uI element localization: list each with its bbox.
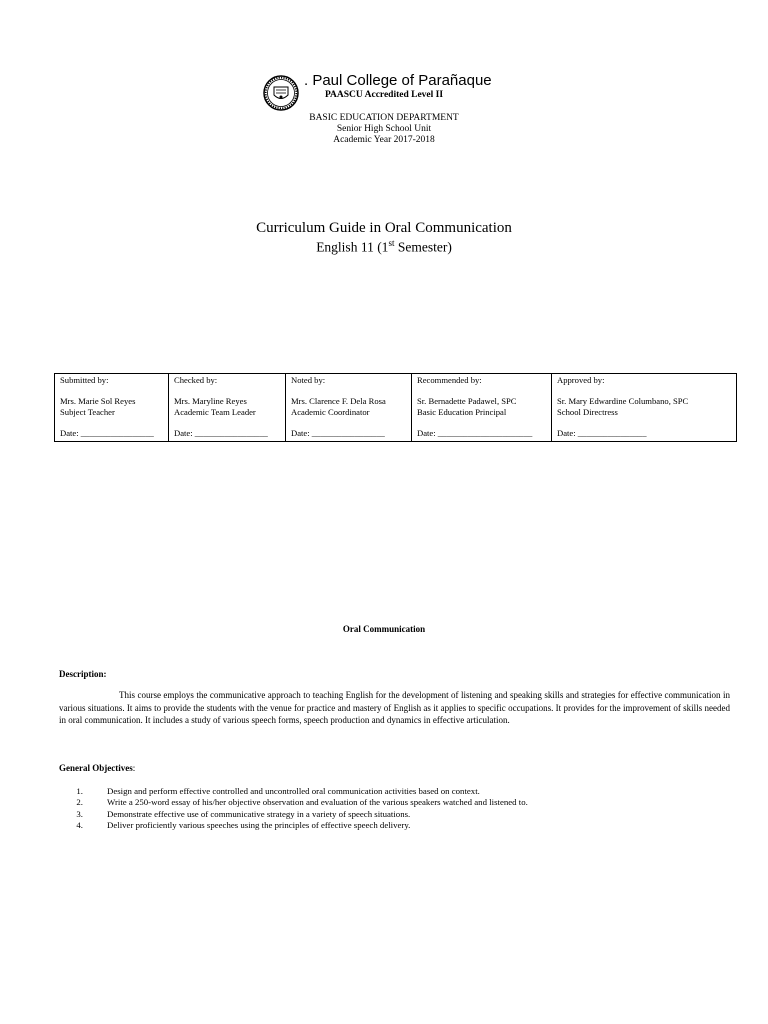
signatory-cell — [412, 374, 552, 442]
signatory-row — [55, 374, 737, 442]
objectives-label-text: General Objectives — [59, 763, 133, 773]
signatory-name: Mrs. Maryline Reyes — [174, 396, 247, 406]
objective-number: 2. — [76, 797, 83, 808]
signatory-name: Mrs. Clarence F. Dela Rosa — [291, 396, 386, 406]
department: BASIC EDUCATION DEPARTMENT — [309, 113, 459, 123]
objectives-label-colon: : — [132, 763, 136, 773]
signatory-name: Mrs. Marie Sol Reyes — [60, 396, 136, 406]
objective-text: Demonstrate effective use of communicative strategy in a variety of speech situations. — [107, 808, 411, 819]
signatory-cell — [55, 374, 169, 442]
signatory-date: Date: _________________ — [291, 428, 385, 438]
objective-number: 4. — [76, 819, 83, 830]
academic-year: Academic Year 2017-2018 — [333, 135, 435, 145]
signatory-date: Date: ________________ — [557, 428, 647, 438]
signatory-date: Date: ______________________ — [417, 428, 533, 438]
objective-number: 3. — [76, 808, 83, 819]
signatory-position: Academic Coordinator — [291, 407, 370, 417]
objective-text: Write a 250-word essay of his/her objective observation and evaluation of the various speakers watched and listened to. — [107, 797, 528, 808]
school-unit: Senior High School Unit — [336, 124, 432, 134]
signatory-name: Sr. Mary Edwardine Columbano, SPC — [557, 396, 689, 406]
signatory-position: Subject Teacher — [60, 407, 115, 417]
signatory-date: Date: _________________ — [60, 428, 154, 438]
signatory-table — [54, 373, 737, 442]
signatory-position: School Directress — [557, 407, 618, 417]
document-title: Curriculum Guide in Oral Communication — [256, 220, 512, 236]
signatory-role: Submitted by: — [60, 375, 109, 385]
list-item — [59, 820, 528, 831]
list-item — [59, 786, 528, 797]
document-subtitle — [0, 238, 768, 256]
objectives-list — [59, 786, 528, 831]
signatory-date: Date: _________________ — [174, 428, 268, 438]
section-title: Oral Communication — [342, 624, 426, 634]
objectives-label — [59, 763, 135, 773]
signatory-position: Academic Team Leader — [174, 407, 256, 417]
signatory-cell — [552, 374, 737, 442]
signatory-name: Sr. Bernadette Padawel, SPC — [417, 396, 517, 406]
objective-text: Design and perform effective controlled and uncontrolled oral communication activities based on context. — [107, 786, 480, 796]
subtitle-sup: st — [388, 238, 395, 248]
description-label: Description: — [59, 669, 107, 679]
subtitle-prefix: English 11 (1 — [316, 239, 389, 255]
objective-number: 1. — [76, 786, 83, 796]
school-name: . Paul College of Parañaque — [304, 72, 492, 89]
signatory-role: Recommended by: — [417, 375, 482, 385]
signatory-cell — [286, 374, 412, 442]
accreditation: PAASCU Accredited Level II — [324, 90, 444, 100]
list-item — [59, 797, 528, 808]
objective-text: Deliver proficiently various speeches using the principles of effective speech delivery. — [107, 819, 411, 830]
list-item — [59, 809, 528, 820]
signatory-role: Noted by: — [291, 375, 326, 385]
subtitle-suffix: Semester) — [394, 239, 452, 255]
signatory-role: Approved by: — [557, 375, 605, 385]
signatory-position: Basic Education Principal — [417, 407, 507, 417]
description-text: This course employs the communicative approach to teaching English for the development of listening and speaking skills and strategies for effective communication in various situations. It aims to provide the students with the venue for practice and mastery of English as it applies to specific occupations. It provides for the improvement of skills needed in oral communication. It includes a study of various speech forms, speech production and dynamics in effective articulation. — [59, 690, 730, 725]
signatory-role: Checked by: — [174, 375, 218, 385]
signatory-cell — [169, 374, 286, 442]
